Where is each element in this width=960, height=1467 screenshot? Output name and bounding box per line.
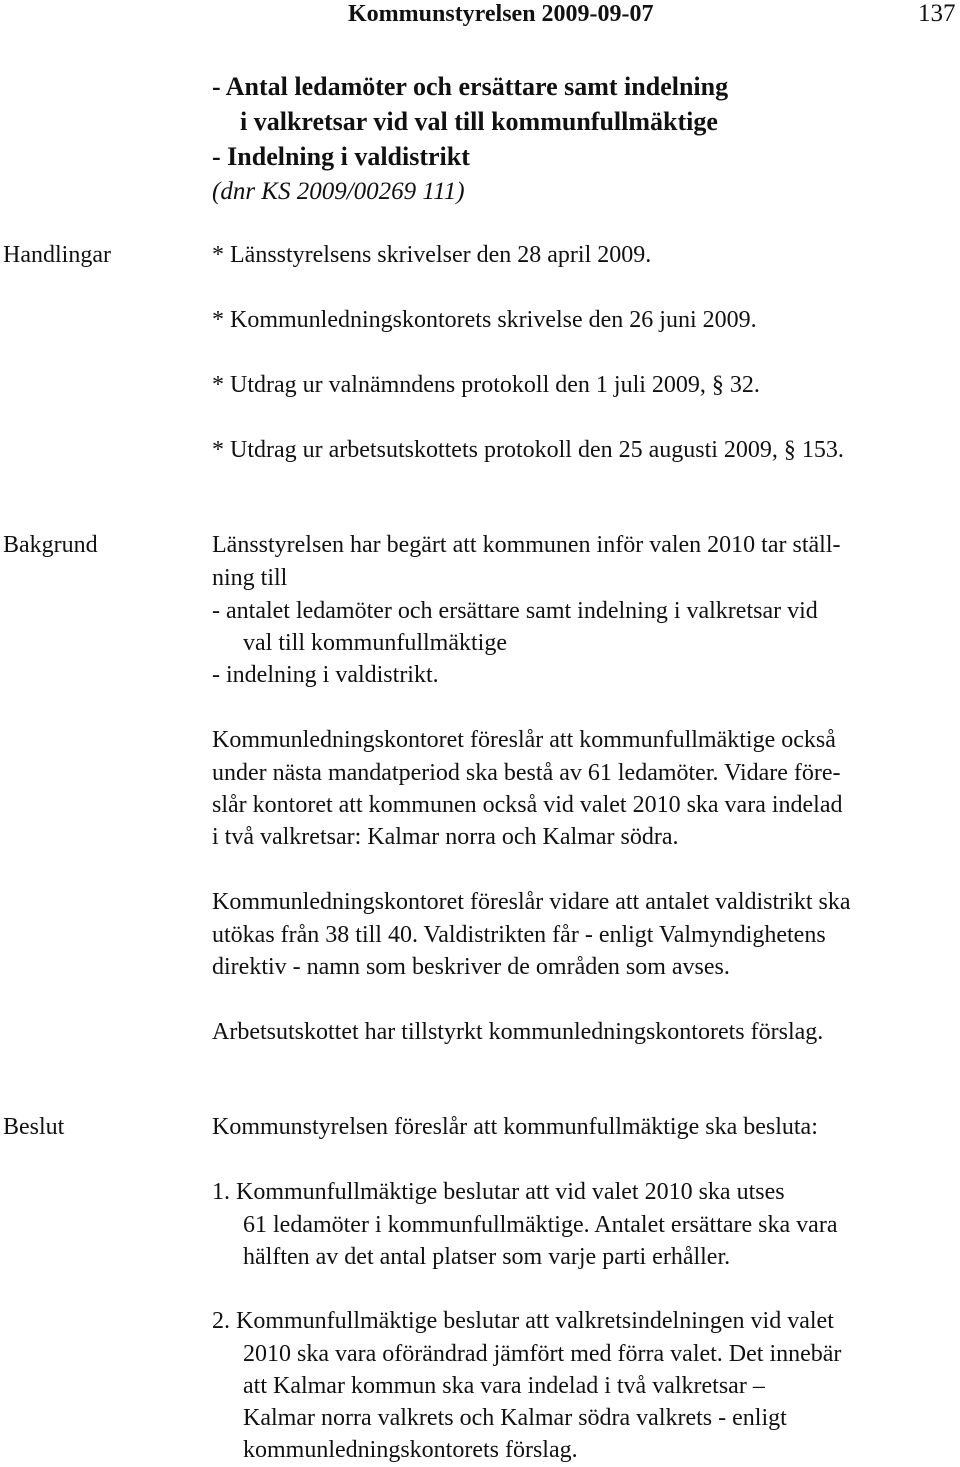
bakgrund-line: slår kontoret att kommunen också vid valet 2010 ska vara indelad <box>212 792 843 818</box>
bakgrund-line: ning till <box>212 565 288 591</box>
bakgrund-line: Arbetsutskottet har tillstyrkt kommunledningskontorets förslag. <box>212 1019 824 1045</box>
bakgrund-line: direktiv - namn som beskriver de områden som avses. <box>212 954 730 980</box>
title-line-1: - Antal ledamöter och ersättare samt indelning <box>212 72 729 101</box>
header-title: Kommunstyrelsen 2009-09-07 <box>348 1 654 27</box>
page-number: 137 <box>918 0 956 27</box>
bakgrund-line: Länsstyrelsen har begärt att kommunen inför valen 2010 tar ställ- <box>212 532 841 558</box>
bakgrund-line: - antalet ledamöter och ersättare samt indelning i valkretsar vid <box>212 598 818 624</box>
handling-item: * Kommunledningskontorets skrivelse den 26 juni 2009. <box>212 307 757 333</box>
bakgrund-line: val till kommunfullmäktige <box>243 630 507 656</box>
section-label-handlingar: Handlingar <box>3 242 111 268</box>
section-label-bakgrund: Bakgrund <box>3 532 98 558</box>
bakgrund-line: Kommunledningskontoret föreslår att kommunfullmäktige också <box>212 727 836 753</box>
beslut-line: Kommunstyrelsen föreslår att kommunfullmäktige ska besluta: <box>212 1114 818 1140</box>
handling-item: * Utdrag ur arbetsutskottets protokoll den 25 augusti 2009, § 153. <box>212 437 844 463</box>
beslut-line: Kalmar norra valkrets och Kalmar södra valkrets - enligt <box>243 1405 787 1431</box>
bakgrund-line: utökas från 38 till 40. Valdistrikten får - enligt Valmyndighetens <box>212 922 826 948</box>
handling-item: * Utdrag ur valnämndens protokoll den 1 juli 2009, § 32. <box>212 372 760 398</box>
section-label-beslut: Beslut <box>3 1114 65 1140</box>
beslut-line: att Kalmar kommun ska vara indelad i två valkretsar – <box>243 1373 765 1399</box>
beslut-line: 2. Kommunfullmäktige beslutar att valkretsindelningen vid valet <box>212 1308 834 1334</box>
title-line-2: i valkretsar vid val till kommunfullmäktige <box>240 107 718 136</box>
handling-item: * Länsstyrelsens skrivelser den 28 april 2009. <box>212 242 652 268</box>
title-line-3: - Indelning i valdistrikt <box>212 142 470 171</box>
bakgrund-line: under nästa mandatperiod ska bestå av 61 ledamöter. Vidare före- <box>212 760 841 786</box>
beslut-line: 61 ledamöter i kommunfullmäktige. Antalet ersättare ska vara <box>243 1212 838 1238</box>
bakgrund-line: i två valkretsar: Kalmar norra och Kalmar södra. <box>212 824 679 850</box>
beslut-line: hälften av det antal platser som varje parti erhåller. <box>243 1244 731 1270</box>
beslut-line: kommunledningskontorets förslag. <box>243 1437 578 1463</box>
bakgrund-line: Kommunledningskontoret föreslår vidare att antalet valdistrikt ska <box>212 889 851 915</box>
beslut-line: 2010 ska vara oförändrad jämfört med förra valet. Det innebär <box>243 1341 842 1367</box>
bakgrund-line: - indelning i valdistrikt. <box>212 662 439 688</box>
reference-number: (dnr KS 2009/00269 111) <box>212 178 465 205</box>
beslut-line: 1. Kommunfullmäktige beslutar att vid valet 2010 ska utses <box>212 1179 785 1205</box>
